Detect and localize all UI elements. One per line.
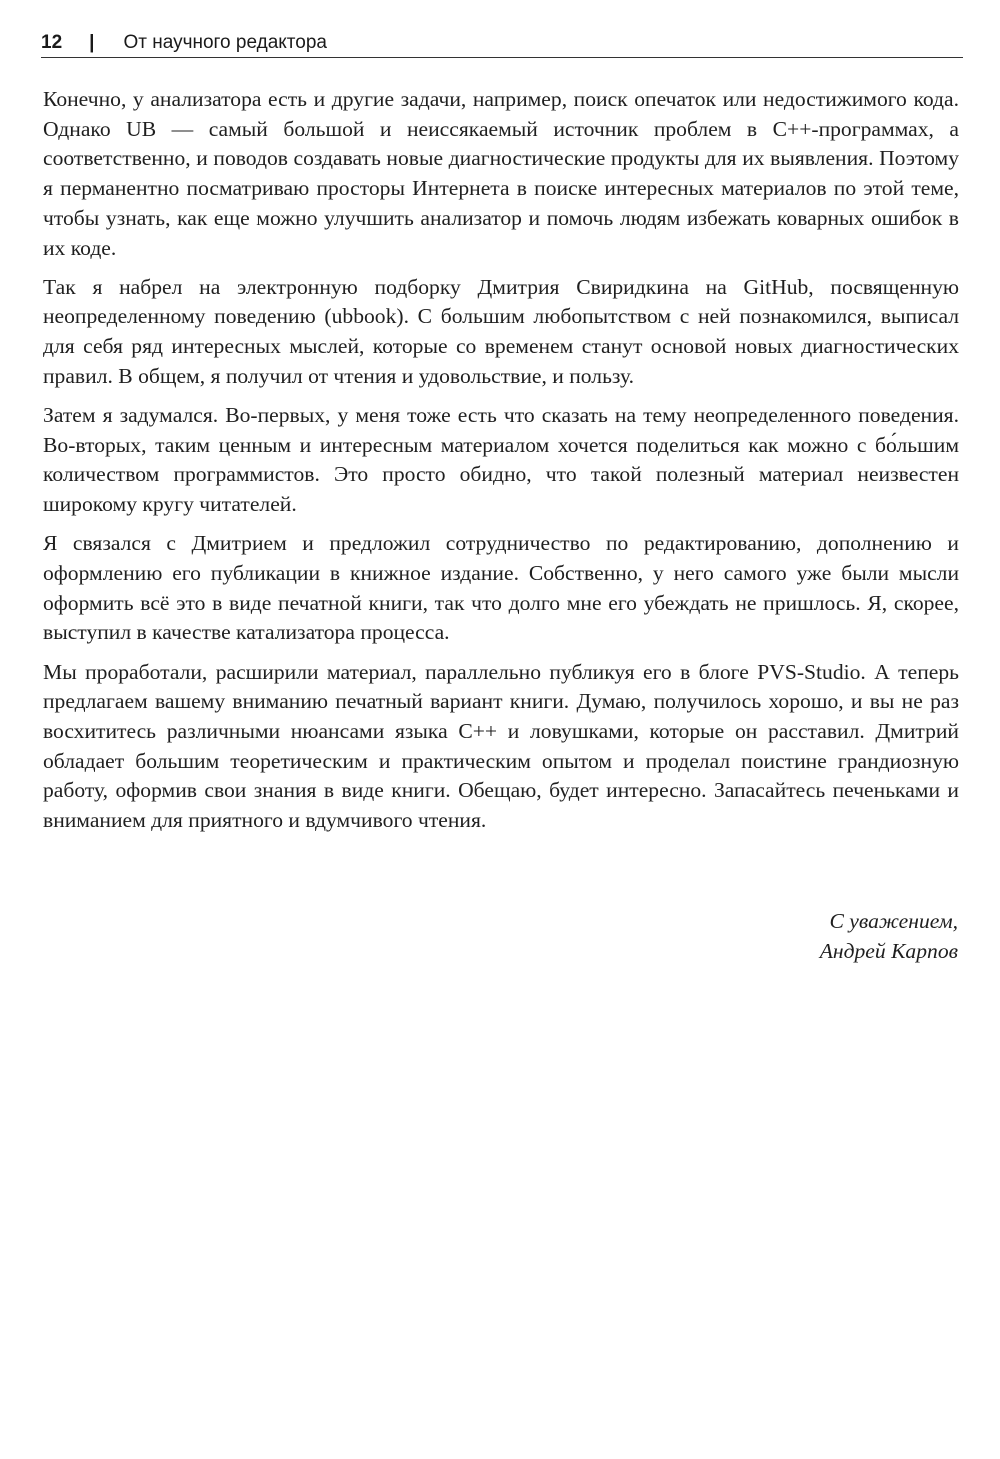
- running-header: [41, 30, 963, 56]
- paragraph-4: Я связался с Дмитрием и предложил сотрудничество по редактированию, дополнению и оформлению его публикации в книжное издание. Собственно, у него самого уже были мысли оформить всё это в виде печатной книги, так что долго мне его убеждать не пришлось. Я, скорее, выступил в качестве катализатора процесса.: [43, 531, 959, 645]
- signature-author: Андрей Карпов: [819, 938, 958, 963]
- body-text: [43, 85, 959, 845]
- paragraph-5: Мы проработали, расширили материал, параллельно публикуя его в блоге PVS-Studio. А теперь предлагаем вашему вниманию печатный вариант книги. Думаю, получилось хорошо, и вы не раз восхититесь различными нюансами языка C++ и ловушками, которые он расставил. Дмитрий обладает большим теоретическим и практическим опытом и проделал поистине грандиозную работу, оформив свои знания в виде книги. Обещаю, будет интересно. Запасайтесь печеньками и вниманием для приятного и вдумчивого чтения.: [43, 659, 959, 833]
- paragraph-2: Так я набрел на электронную подборку Дмитрия Свиридкина на GitHub, посвященную неопределенному поведению (ubbook). С большим любопытством с ней познакомился, выписал для себя ряд интересных мыслей, которые со временем станут основой новых диагностических правил. В общем, я получил от чтения и удовольствие, и пользу.: [43, 274, 959, 388]
- section-title: От научного редактора: [123, 32, 327, 53]
- page-number: 12: [41, 32, 63, 53]
- signature-block: [558, 907, 958, 966]
- header-rule: [41, 57, 963, 58]
- paragraph-1: Конечно, у анализатора есть и другие задачи, например, поиск опечаток или недостижимого кода. Однако UB — самый большой и неиссякаемый источник проблем в C++-программах, а соответственно, и поводов создавать новые диагностические продукты для их выявления. Поэтому я перманентно посматриваю просторы Интернета в поиске интересных материалов по этой теме, чтобы узнать, как еще можно улучшить анализатор и помочь людям избежать коварных ошибок в их коде.: [43, 87, 959, 260]
- signature-closing: С уважением,: [829, 909, 958, 933]
- header-separator: |: [89, 32, 95, 53]
- paragraph-3: Затем я задумался. Во-первых, у меня тоже есть что сказать на тему неопределенного поведения. Во-вторых, таким ценным и интересным материалом хочется поделиться как можно с бо́льшим количеством программистов. Это просто обидно, что такой полезный материал неизвестен широкому кругу читателей.: [43, 403, 959, 517]
